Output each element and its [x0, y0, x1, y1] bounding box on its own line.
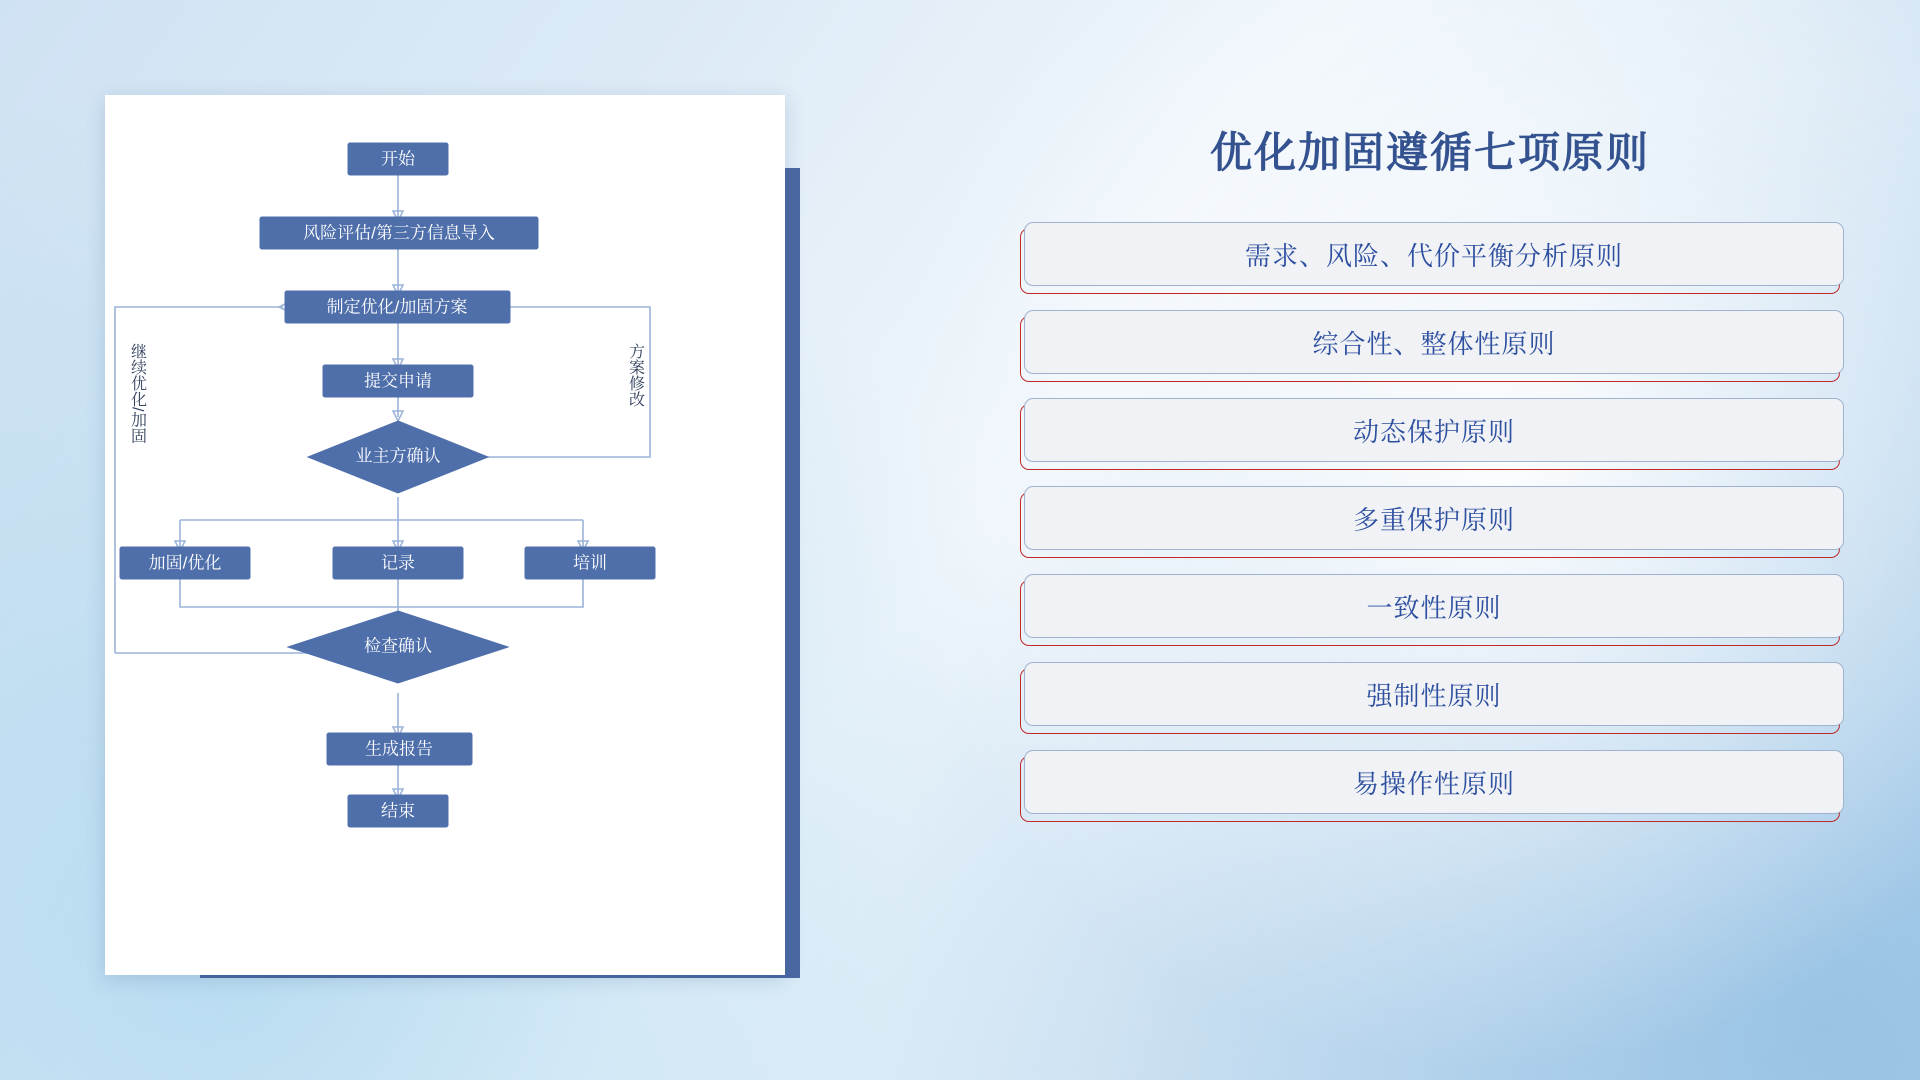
flow-node-risk-assessment-label: 风险评估/第三方信息导入 — [303, 223, 495, 243]
flow-node-end[interactable] — [348, 795, 448, 827]
flow-node-start[interactable] — [348, 143, 448, 175]
principle-label-3[interactable]: 动态保护原则 — [1024, 398, 1844, 462]
flow-node-risk-assessment[interactable] — [260, 217, 538, 249]
flowchart-svg — [105, 95, 785, 975]
principle-label-1[interactable]: 需求、风险、代价平衡分析原则 — [1024, 222, 1844, 286]
list-item[interactable] — [1020, 398, 1840, 464]
principle-label-7[interactable]: 易操作性原则 — [1024, 750, 1844, 814]
flowchart-card — [105, 95, 785, 975]
list-item[interactable] — [1020, 574, 1840, 640]
principles-title: 优化加固遵循七项原则 — [1209, 129, 1650, 176]
flow-node-submit-application-label: 提交申请 — [364, 371, 432, 391]
list-item[interactable] — [1020, 750, 1840, 816]
list-item[interactable] — [1020, 310, 1840, 376]
flow-node-make-plan[interactable] — [285, 291, 510, 323]
principle-label-4[interactable]: 多重保护原则 — [1024, 486, 1844, 550]
list-item[interactable] — [1020, 662, 1840, 728]
list-item[interactable] — [1020, 222, 1840, 288]
flow-node-submit-application[interactable] — [323, 365, 473, 397]
flow-node-check-confirm-label: 检查确认 — [364, 636, 432, 656]
flow-node-owner-confirm[interactable] — [308, 421, 488, 493]
flow-side-label-left: 继续优化/加固 — [128, 343, 146, 444]
flow-side-label-right: 方案修改 — [626, 343, 644, 407]
flow-node-check-confirm[interactable] — [288, 611, 508, 683]
flow-node-record[interactable] — [333, 547, 463, 579]
flow-node-start-label: 开始 — [381, 149, 415, 169]
flow-node-make-plan-label: 制定优化/加固方案 — [326, 297, 468, 317]
principles-panel — [1020, 100, 1840, 1000]
flow-node-training-label: 培训 — [573, 553, 607, 573]
flow-node-record-label: 记录 — [381, 553, 415, 573]
flow-node-reinforce[interactable] — [120, 547, 250, 579]
flow-node-reinforce-label: 加固/优化 — [148, 553, 222, 573]
principle-label-5[interactable]: 一致性原则 — [1024, 574, 1844, 638]
principle-label-2[interactable]: 综合性、整体性原则 — [1024, 310, 1844, 374]
principle-label-6[interactable]: 强制性原则 — [1024, 662, 1844, 726]
flow-node-end-label: 结束 — [381, 801, 415, 821]
list-item[interactable] — [1020, 486, 1840, 552]
flow-node-generate-report[interactable] — [327, 733, 472, 765]
flow-node-owner-confirm-label: 业主方确认 — [355, 446, 441, 466]
flow-node-training[interactable] — [525, 547, 655, 579]
flow-node-generate-report-label: 生成报告 — [365, 739, 433, 759]
